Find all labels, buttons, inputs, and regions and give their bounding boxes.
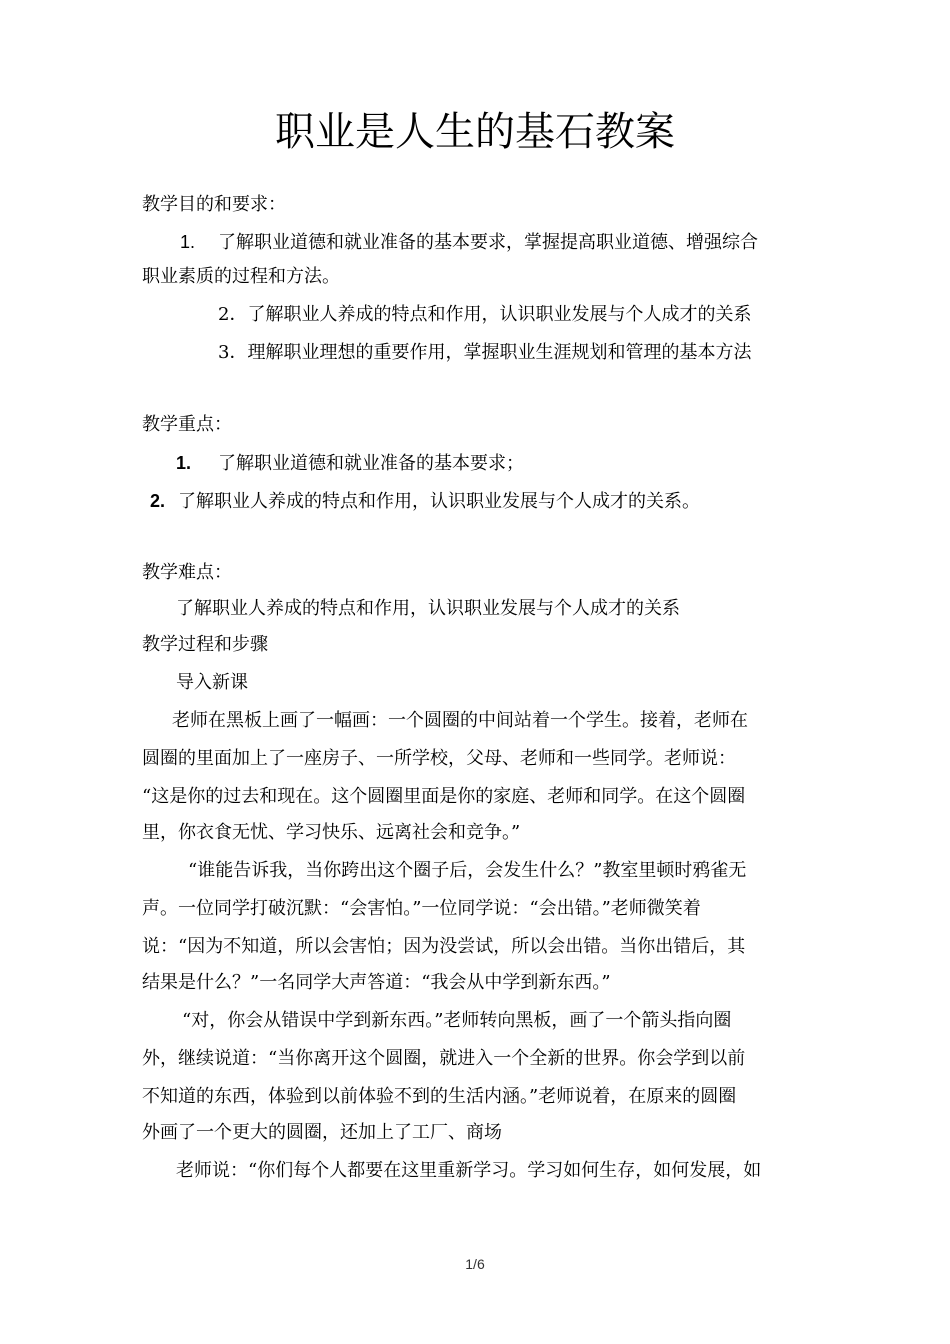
key-points-item-2 [150,488,700,515]
key-points-item-1-text: 了解职业道德和就业准备的基本要求； [218,453,524,474]
paragraph-line: 老师在黑板上画了一幅画：一个圆圈的中间站着一个学生。接着，老师在 [172,710,748,731]
page-number: 1/6 [465,1256,485,1272]
goals-item-1-text: 了解职业道德和就业准备的基本要求，掌握提高职业道德、增强综合 [218,232,758,253]
key-points-item-1 [176,450,524,477]
goals-item-1-continuation: 职业素质的过程和方法。 [142,266,340,287]
key-points-item-1-number: 1. [176,453,192,473]
paragraph-line: 说：“因为不知道，所以会害怕；因为没尝试，所以会出错。当你出错后，其 [142,936,746,957]
paragraph-line: “谁能告诉我，当你跨出这个圈子后，会发生什么？”教室里顿时鸦雀无 [188,860,747,881]
paragraph-line: 圆圈的里面加上了一座房子、一所学校，父母、老师和一些同学。老师说： [142,748,736,769]
difficulties-heading: 教学难点： [142,562,232,583]
paragraph-line: 结果是什么？”一名同学大声答道：“我会从中学到新东西。” [142,972,611,993]
paragraph-line: 里，你衣食无忧、学习快乐、远离社会和竞争。” [142,822,521,843]
paragraph-line: 外画了一个更大的圆圈，还加上了工厂、商场 [142,1122,502,1143]
goals-item-2: 2．了解职业人养成的特点和作用，认识职业发展与个人成才的关系 [218,304,752,325]
goals-item-3: 3．理解职业理想的重要作用，掌握职业生涯规划和管理的基本方法 [218,342,752,363]
key-points-item-2-number: 2. [150,491,166,511]
process-heading: 教学过程和步骤 [142,634,268,655]
paragraph-line: 外，继续说道：“当你离开这个圆圈，就进入一个全新的世界。你会学到以前 [142,1048,746,1069]
intro-heading: 导入新课 [176,672,248,693]
paragraph-line: “对，你会从错误中学到新东西。”老师转向黑板，画了一个箭头指向圈 [182,1010,732,1031]
goals-item-1 [180,229,758,256]
paragraph-line: 不知道的东西，体验到以前体验不到的生活内涵。”老师说着，在原来的圆圈 [142,1086,737,1107]
goals-heading: 教学目的和要求： [142,194,286,215]
paragraph-line: 老师说：“你们每个人都要在这里重新学习。学习如何生存，如何发展，如 [176,1160,762,1181]
difficulties-text: 了解职业人养成的特点和作用，认识职业发展与个人成才的关系 [176,598,680,619]
goals-item-1-number: 1. [180,232,196,252]
paragraph-line: “这是你的过去和现在。这个圆圈里面是你的家庭、老师和同学。在这个圆圈 [142,786,746,807]
document-title: 职业是人生的基石教案 [275,109,675,155]
key-points-item-2-text: 了解职业人养成的特点和作用，认识职业发展与个人成才的关系。 [178,491,700,512]
paragraph-line: 声。一位同学打破沉默：“会害怕。”一位同学说：“会出错。”老师微笑着 [142,898,701,919]
key-points-heading: 教学重点： [142,414,232,435]
